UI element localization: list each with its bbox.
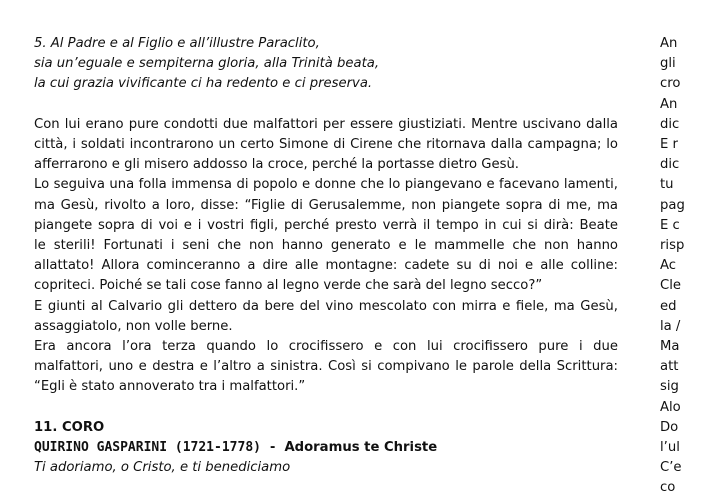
text-line: Con lui erano pure condotti due malfattori per essere giustiziati. Mentre uscivano dalla [34, 116, 618, 132]
piece-title: Adoramus te Christe [284, 440, 438, 456]
right-fragment: Ac [660, 258, 677, 274]
text-line: le sterili! Fortunati i seni che non hanno generato e le mammelle che non hanno [34, 238, 618, 254]
right-fragment: C’e [660, 460, 682, 476]
text-line: “Egli è stato annoverato tra i malfattori.” [34, 379, 306, 395]
main-column [34, 34, 618, 478]
narrative-paragraph-4 [34, 337, 618, 398]
narrative-paragraph-2 [34, 175, 618, 296]
right-fragment: dic [660, 157, 680, 173]
text-line: E giunti al Calvario gli dettero da bere del vino mescolato con mirra e fiele, ma Gesù, [34, 298, 618, 314]
right-fragment: cro [660, 76, 681, 92]
narrative-paragraph-3 [34, 297, 618, 337]
text-line: Era ancora l’ora terza quando lo crocifissero e con lui crocifissero pure i due [34, 339, 618, 355]
right-fragment: co [660, 480, 676, 496]
composer-name: QUIRINO GASPARINI (1721-1778) [34, 440, 261, 456]
right-fragment: E c [660, 217, 680, 233]
right-fragment: Alo [660, 399, 681, 415]
right-fragment: An [660, 36, 678, 51]
narrative-paragraph-1 [34, 115, 618, 176]
right-fragment: la / [660, 318, 681, 334]
text-line: Lo seguiva una folla immensa di popolo e donne che lo piangevano e facevano lamenti, [34, 177, 618, 193]
verse-line: la cui grazia vivificante ci ha redento e ci preserva. [34, 76, 373, 92]
verse-block [34, 34, 618, 95]
right-fragment: tu [660, 177, 674, 193]
right-fragment: att [660, 359, 679, 375]
right-fragment: dic [660, 116, 680, 132]
right-column-cropped [660, 34, 720, 499]
text-line: piangete sopra di voi e i vostri figli, perché presto verrà il tempo in cui si dirà: Beate [34, 217, 618, 233]
right-fragment: sig [660, 379, 679, 395]
text-line: afferrarono e gli misero addosso la croce, perché la portasse dietro Gesù. [34, 157, 519, 173]
right-fragment: l’ul [660, 440, 680, 456]
right-fragment: Do [660, 419, 679, 435]
text-line: ma Gesù, rivolto a loro, disse: “Figlie di Gerusalemme, non piangete sopra di me, ma [34, 197, 618, 213]
right-fragment: An [660, 96, 678, 112]
right-fragment: Ma [660, 339, 680, 355]
text-line: allattato! Allora cominceranno a dire alle montagne: cadete su di noi e alle colline: [34, 258, 618, 274]
section-heading: 11. CORO [34, 419, 105, 435]
right-fragment: E r [660, 137, 678, 153]
text-line: malfattori, uno e destra e l’altro a sinistra. Così si compivano le parole della Scrittura: [34, 359, 618, 375]
right-fragment: risp [660, 238, 685, 254]
composer-credit [34, 438, 618, 458]
verse-line: sia un’eguale e sempiterna gloria, alla Trinità beata, [34, 56, 380, 72]
right-fragment: gli [660, 56, 676, 72]
credit-separator: - [260, 440, 285, 456]
right-fragment: pag [660, 197, 685, 213]
text-line: città, i soldati incontrarono un certo Simone di Cirene che ritornava dalla campagna; lo [34, 137, 618, 152]
text-line: assaggiatolo, non volle berne. [34, 318, 233, 334]
translation-line: Ti adoriamo, o Cristo, e ti benediciamo [34, 460, 291, 476]
right-fragment: ed [660, 298, 677, 314]
text-line: copriteci. Poiché se tali cose fanno al legno verde che sarà del legno secco?” [34, 278, 543, 294]
right-fragment: Cle [660, 278, 681, 294]
verse-line: 5. Al Padre e al Figlio e all’illustre Paraclito, [34, 36, 320, 51]
